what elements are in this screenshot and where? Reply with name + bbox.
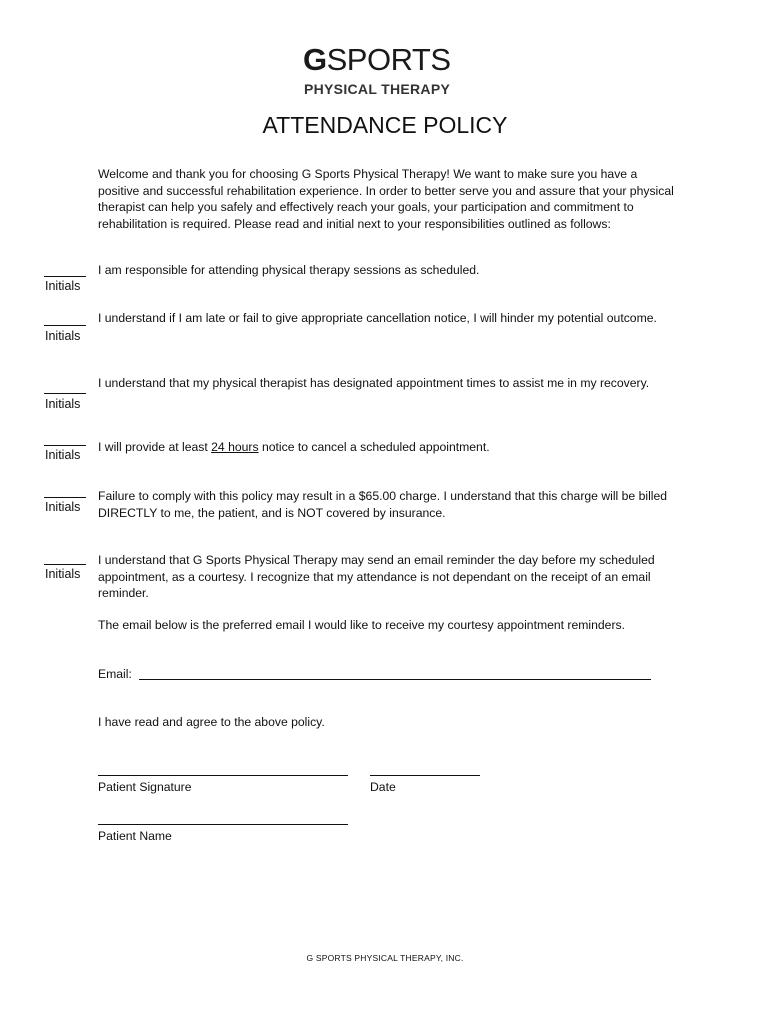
logo-brand-bold: G xyxy=(303,42,327,77)
policy-item-4-underlined: 24 hours xyxy=(211,440,259,454)
date-line[interactable] xyxy=(370,775,480,776)
initials-label-1: Initials xyxy=(45,279,81,293)
initials-line-3[interactable] xyxy=(44,393,86,394)
page-title: ATTENDANCE POLICY xyxy=(262,112,508,138)
initials-line-1[interactable] xyxy=(44,276,86,277)
patient-name-line[interactable] xyxy=(98,824,348,825)
agree-statement: I have read and agree to the above policy. xyxy=(98,715,325,729)
initials-line-4[interactable] xyxy=(44,445,86,446)
date-label: Date xyxy=(370,780,396,794)
logo-subtitle: PHYSICAL THERAPY xyxy=(304,81,451,97)
initials-label-4: Initials xyxy=(45,448,81,462)
company-logo xyxy=(303,44,451,75)
patient-name-label: Patient Name xyxy=(98,829,172,843)
initials-line-5[interactable] xyxy=(44,497,86,498)
policy-item-4-post: notice to cancel a scheduled appointment. xyxy=(258,440,490,454)
policy-item-3: I understand that my physical therapist has designated appointment times to assist me in my recovery. xyxy=(98,376,650,390)
initials-label-2: Initials xyxy=(45,329,81,343)
policy-item-1: I am responsible for attending physical therapy sessions as scheduled. xyxy=(98,263,480,277)
policy-item-2: I understand if I am late or fail to give appropriate cancellation notice, I will hinder my potential outcome. xyxy=(98,311,657,325)
initials-line-6[interactable] xyxy=(44,564,86,565)
initials-label-5: Initials xyxy=(45,500,81,514)
policy-item-5: Failure to comply with this policy may result in a $65.00 charge. I understand that this charge will be billed DIRECTLY to me, the patient, and is NOT covered by insurance. xyxy=(98,489,668,520)
initials-label-6: Initials xyxy=(45,567,81,581)
policy-item-4 xyxy=(98,439,673,456)
initials-line-2[interactable] xyxy=(44,325,86,326)
initials-label-3: Initials xyxy=(45,397,81,411)
email-field[interactable] xyxy=(139,679,651,680)
email-note: The email below is the preferred email I would like to receive my courtesy appointment reminders. xyxy=(98,618,626,632)
email-label: Email: xyxy=(98,667,132,681)
logo-brand-rest: SPORTS xyxy=(326,42,451,77)
footer-company-name: G SPORTS PHYSICAL THERAPY, INC. xyxy=(306,953,464,963)
policy-item-6: I understand that G Sports Physical Therapy may send an email reminder the day before my scheduled appointment, as a courtesy. I recognize that my attendance is not dependant on the receipt of an email reminder. xyxy=(98,553,655,600)
patient-signature-line[interactable] xyxy=(98,775,348,776)
patient-signature-label: Patient Signature xyxy=(98,780,192,794)
intro-paragraph: Welcome and thank you for choosing G Sports Physical Therapy! We want to make sure you have a positive and successful rehabilitation experience. In order to better serve you and assure that your physical therapist can help you safely and effectively reach your goals, your participation and commitment to rehabilitation is required. Please read and initial next to your responsibilities outlined as follows: xyxy=(98,167,674,231)
policy-item-4-pre: I will provide at least xyxy=(98,440,212,454)
